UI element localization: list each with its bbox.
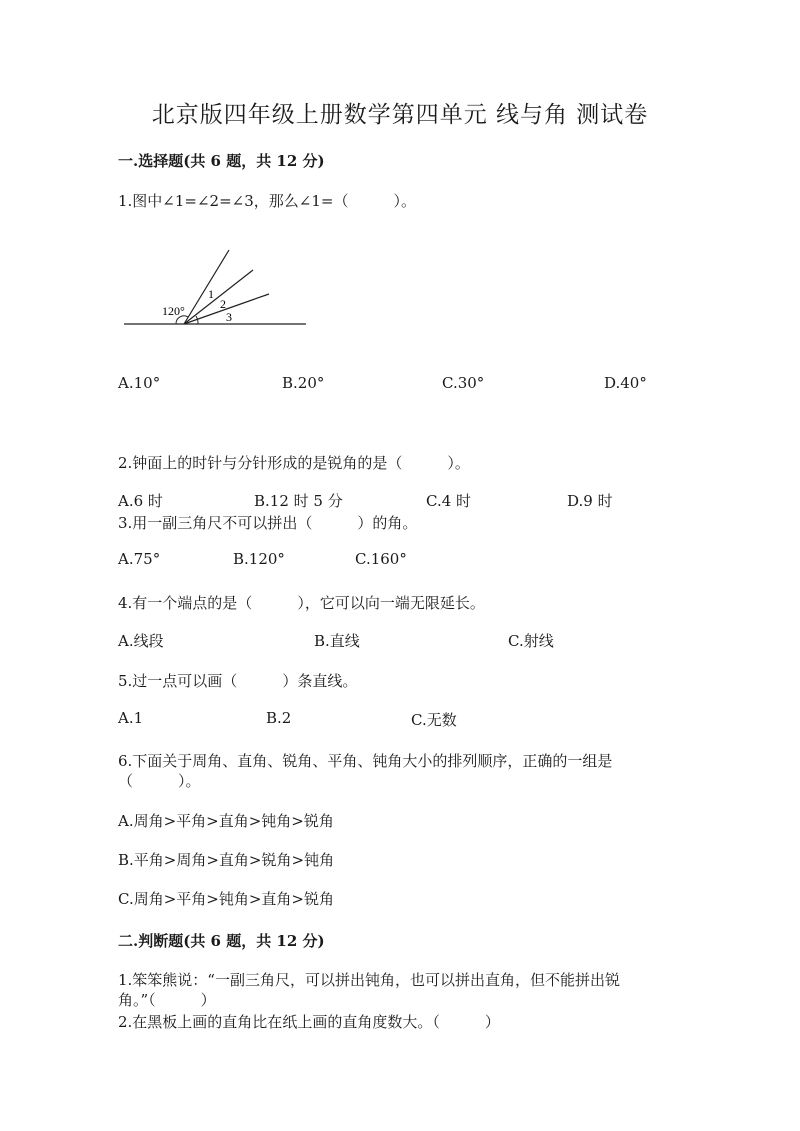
question-6-text-line2: （ ）。 (118, 772, 201, 790)
q1-option-a[interactable]: A.10° (118, 374, 161, 392)
q6-option-a[interactable]: A.周角>平角>直角>钝角>锐角 (118, 812, 334, 830)
q5-option-a[interactable]: A.1 (118, 709, 144, 727)
q2-option-a[interactable]: A.6 时 (118, 492, 163, 510)
section-heading-judgement: 二.判断题(共 6 题，共 12 分) (118, 932, 325, 950)
judge-1-text-line1: 1.笨笨熊说：“一副三角尺，可以拼出钝角，也可以拼出直角，但不能拼出锐 (118, 971, 620, 989)
q2-option-b[interactable]: B.12 时 5 分 (254, 492, 343, 510)
page-title: 北京版四年级上册数学第四单元 线与角 测试卷 (151, 102, 649, 128)
figure-ray-2 (184, 270, 253, 324)
figure-label-120: 120° (162, 304, 185, 318)
question-5-text: 5.过一点可以画（ ）条直线。 (118, 672, 358, 690)
figure-ray-1 (184, 250, 229, 324)
angle-figure (118, 244, 318, 334)
q3-option-c[interactable]: C.160° (355, 550, 407, 568)
q5-option-b[interactable]: B.2 (266, 709, 292, 727)
q4-option-b[interactable]: B.直线 (314, 632, 360, 650)
section-heading-choice: 一.选择题(共 6 题，共 12 分) (118, 152, 325, 170)
q3-option-b[interactable]: B.120° (233, 550, 285, 568)
q1-option-c[interactable]: C.30° (442, 374, 485, 392)
figure-label-1: 1 (208, 287, 214, 301)
question-6-text-line1: 6.下面关于周角、直角、锐角、平角、钝角大小的排列顺序，正确的一组是 (118, 752, 613, 770)
q2-option-d[interactable]: D.9 时 (567, 492, 613, 510)
question-1-text: 1.图中∠1=∠2=∠3，那么∠1=（ ）。 (118, 192, 416, 210)
figure-label-2: 2 (220, 297, 226, 311)
q6-option-c[interactable]: C.周角>平角>钝角>直角>锐角 (118, 890, 334, 908)
q1-option-b[interactable]: B.20° (282, 374, 325, 392)
question-3-text: 3.用一副三角尺不可以拼出（ ）的角。 (118, 514, 418, 532)
question-2-text: 2.钟面上的时针与分针形成的是锐角的是（ ）。 (118, 454, 470, 472)
judge-1-text-line2: 角。”（ ） (118, 991, 216, 1009)
q1-option-d[interactable]: D.40° (604, 374, 647, 392)
figure-label-3: 3 (226, 310, 232, 324)
q6-option-b[interactable]: B.平角>周角>直角>锐角>钝角 (118, 851, 335, 869)
q2-option-c[interactable]: C.4 时 (426, 492, 472, 510)
judge-2-text: 2.在黑板上画的直角比在纸上画的直角度数大。（ ） (118, 1013, 500, 1031)
q5-option-c[interactable]: C.无数 (411, 711, 457, 729)
q3-option-a[interactable]: A.75° (118, 550, 161, 568)
q4-option-a[interactable]: A.线段 (118, 632, 164, 650)
question-4-text: 4.有一个端点的是（ ），它可以向一端无限延长。 (118, 594, 485, 612)
q4-option-c[interactable]: C.射线 (508, 632, 554, 650)
